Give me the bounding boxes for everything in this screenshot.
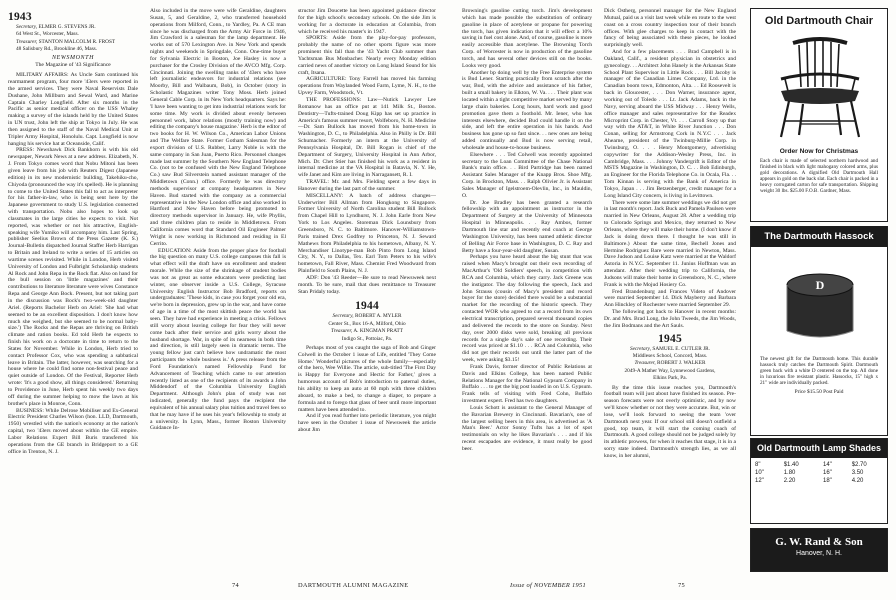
officer-line: Secretary, SAMUEL E. CUTLER JR.	[629, 345, 711, 352]
officer-line: Elkins Park, Pa.	[653, 375, 687, 382]
chair-illustration	[751, 29, 888, 141]
class-officers	[604, 346, 736, 382]
ad-hassock-price: Price $15.50 Post Paid	[794, 389, 844, 396]
article-paragraph: Perhaps you have heard about the big stunt that was raised when Macy's brought out their own recording of MacArthur's 'Old Soldiers' speech, in competition with RCA and Columbia, which they carry. Jack Greene was the instigator. The day following the speech, Jack and John Strauss (cousin of Macy's president and record buyer for the store) decided there would be a substantial market for the recording of the historic speech. They contacted WOR who agreed to cut a record from its own electrical transcription, prepared several thousand copies and delivered the records to the store on Sunday. Next day, over 2000 disks were sold, breaking all previous records for a single day's sale of one recording. Their record was priced at $1.10 . . . RCA and Columbia, who did not get their records out until the latter part of the week, were asking $3.15!	[462, 254, 592, 364]
class-officers	[298, 313, 436, 342]
officer-line: Secretary, ROBERT A. MYLER	[332, 313, 402, 320]
article-paragraph: Another bp doing well by the Free Enterprise system is Bud Lener. Starting practically from scratch after the war, Bud, with the advice and assistance of his father, built a small bakery in Elkton, W. Va. . . . Their plant was located within a tight competitive market served by many large chain bakeries. Long hours, hard work and good promotion gave them a foothold. Mr. Iener, who has interests elsewhere, decided Bud could handle it on the side, and left the entire operation in his hands. And business has gone up so fast since. . . new ones are being added continually and Bud is now serving retail, wholesale and house-to-house business.	[462, 69, 592, 151]
ad-chair-order-heading: Order Now for Christmas	[779, 148, 859, 155]
article-paragraph: structor Jim Doucette has been appointed guidance director for the high school's secondary schools. On the side Jim is working for a doctorate in education at Columbia, from which he received his master's in 1947.	[298, 8, 436, 35]
article-paragraph: SPORTS: Aside from the play-for-pay professors, probably the name of no other sports figure was more prominent this fall than the '43 Yacht Club summer than Yachtsman Bus Monbacher. Nearly every Monday edition carried news of another victory on Long Island Sound for his craft, Itsana.	[298, 35, 436, 76]
officer-line: Treasurer, STANTON MALCOLM R. FROST	[16, 38, 116, 45]
sponsor-location: Hanover, N. H.	[796, 550, 842, 557]
ad-dartmouth-hassock	[750, 226, 888, 436]
hassock-illustration	[751, 247, 888, 351]
magazine-title-footer: DARTMOUTH ALUMNI MAGAZINE	[298, 582, 409, 589]
ad-hassock-title: The Dartmouth Hassock	[751, 226, 887, 247]
page-number: 74	[232, 582, 239, 589]
right-col-2	[604, 8, 736, 576]
ad-lamp-shades	[750, 438, 888, 524]
ad-chair-description: Each chair is made of selected northern hardwood and finished in black with light mahogany colored arms, plus gold decorations. A dignified Old Dartmouth Hall appears in gold on the back slat. Each chair is packed in a heavy corrugated carton for safe transportation. Shipping weight 30 lbs. $25.00 F.O.B. Gardner, Mass.	[760, 158, 878, 195]
issue-footer: Issue of NOVEMBER 1951	[510, 582, 586, 589]
class-year-heading: 1943	[8, 11, 32, 23]
officer-line: Treasurer, ROBERT J. WALKER	[634, 360, 706, 367]
right-col-1	[462, 8, 592, 576]
officer-line: Treasurer, A. KINGMAN PRATT	[331, 328, 403, 335]
article-paragraph: TRAVEL: Mr. and Mrs. Fielding spent a few days in Hanover during the last part of the summer.	[298, 179, 436, 192]
article-paragraph: Browning's gasoline cutting torch. Jim's development which has made possible the substitution of ordinary gasoline in place of acetylene or propane for powering the torch, has given indication that it will effect a 10% saving in fuel cost alone. And, of course, gasoline is more easily accessible than acetylene. The Browning Torch Corp. of Worcester is now in production of the gasoline torch, and has several other devices still on the books. Looks very good.	[462, 8, 592, 69]
article-paragraph: Also included in the move were wife Geraldine, daughters Susan, 5, and Geraldine, 2, who transferred household operations from Milford, Conn., to Yardley, Pa. A CE man since he was discharged from the Army Air Force in 1946, Jim Crawford is a salesman for the lamp department. He works out of 570 Lexington Ave. in New York and spends nights and weekends in Springdale, Conn. One-time buyer for Sylvania Electric in Boston, Joe Hasley is now a purchaser for the Crosley Division of the AVCO Mfg. Corp. Cincinnati. Joining the swelling ranks of '43ers who have left journalistic endeavors for industrial relations (see Moorby, Bill and Walbaum, Bob), in October (story in Scholastic Magazines writer Tony Moss. Herb joined General Cable Corp. in its New York headquarters. Says he: 'I have been wanting to get into industrial relations work for some time. My work is divided about evenly between personnel work, labor relations (mostly training now) and editing the company's house magazine.' Herb is the editor of two books for H. W. Wilson Co., American Labor Unions and The Welfare State. Former Gotham Salesman for the export division of U.S. Rubber, Larry Noble is with the same company in San Juan, Puerto Rico. Personnel changes made last summer by the Southern New England Telephone Co. (not to be confused with the New England Telephone Co.) saw Bud Silverstein named assistant manager of the Middletown (Conn.) office. Formerly he was directory methods supervisor at company headquarters in New Haven. Bud started with the company as a commercial representative in the New London office and also worked in Hartford and New Haven before being promoted to directory methods supervisor in January. He, wife Phyllis, and three children plan to reside in Middletown. From California comes word that Standard Oil Engineer Palmer Wright is now working in Richmond and residing in El Cerrito.	[150, 8, 286, 247]
left-col-3	[298, 8, 436, 576]
article-paragraph: MISCELLANY: A batch of address changes—Underwriter Bill Allman from Hongkong to Singapore. Former University of North Carolina student Bill Bullock from Chapel Hill to Lyndhurst, N. J. John Earle from New York to Los Angeles. Storeman Dick Lounsbury from Greensboro, N. C. to Baltimore. Hanover-Williamstown-Paris trained Drex Godfrey to Princeton, N. J. Seward Mathews from Philadelphia to his hometown, Albany, N. Y. Merchandiser Linotype-man Bob Pinto from Long Island City, N. Y., to Dallas, Tex. Earl Tom Peters to his wife's hometown, Fall River, Mass. Chemist Fred Woodward from Plainfield to South Plains, N. J.	[298, 192, 436, 275]
ad-dartmouth-chair	[750, 8, 888, 222]
left-col-2	[150, 8, 286, 576]
ad-rand-and-son	[750, 528, 888, 572]
article-paragraph: MILITARY AFFAIRS: As Uncle Sam continued his rearmament program, four more '43ers were reported in the armed services. They were Naval Reservists Dale Dushane, John Millburn and Sewal Ward, and Marine Captain Charley Longfield. After six months in the Pacific as senior medical officer on the USS Whaley making a survey of the islands held by the United States in UN trust, John left the ship at Tokyo in July. He was then assigned to the staff of the Naval Medical Unit at Tripler Army Hospital, Honolulu. Capt. Longfield is now hanging his service hat at Oceanside, Calif.	[8, 72, 138, 147]
newsmonth-heading: NEWSMONTH	[51, 55, 95, 62]
table-row: 10" 1.80 16" 3.50	[755, 469, 864, 476]
article-paragraph: Perhaps most of you caught the saga of Bob and Ginger Colwell in the October 1 issue of Life, entitled 'They Come Home.' Wonderful pictures of the whole family—especially of the hero, Wee Willie. The article, sub-titled 'The First Day is Happy for Everyone and Hectic for Father,' gives a humorous account of Bob's introduction to paternal duties, his ability to keep an auto at 60 mph with three children aboard, to make a bed, to change a diaper, to prepare a formula and to forego that glass of beer until more important matters have been attended to.	[298, 344, 436, 413]
article-paragraph: Dr. Joe Bradley has been granted a research fellowship with an appointment as instructor in the Department of Surgery at the University of Minnesota Hospital in Minneapolis. . . Ray Ambos, former Dartmouth line star and recently end coach at George Washington University, has been named athletic director of Belling Air Force base in Washington, D. C. Ray and Betty have a four-year-old daughter, Susan.	[462, 199, 592, 254]
ad-chair-title: Old Dartmouth Chair	[764, 15, 874, 27]
class-year-heading: 1944	[355, 300, 379, 313]
officer-line: 64 West St., Worcester, Mass.	[16, 31, 79, 38]
officer-line: Indigo St., Pottoiac, Pa.	[341, 335, 393, 342]
ad-lamp-title: Old Dartmouth Lamp Shades	[751, 439, 887, 458]
article-paragraph: The following got back to Hanover in recent months: Dr. and Mrs. Brad Long, the John Tweeds, the Jim Woods, the Jim Bodmans and the Art Sauls.	[604, 309, 736, 329]
left-col-1	[8, 8, 138, 576]
officer-line: 2049-A Mather Way, Lynnewood Gardens,	[624, 367, 716, 374]
lamp-price-table	[751, 461, 887, 485]
class-officers	[8, 24, 138, 53]
article-paragraph: Fred Brandenburg and Frances Videto of Andover were married September 14. Dick Mayberry and Barbara Ann Hinckley of Rochester were married September 29.	[604, 288, 736, 309]
table-row: 8" $1.40 14" $2.70	[755, 461, 867, 468]
article-paragraph: AGRICULTURE: Tony Farrell has moved his farming operations from Waylanded Wood Farm, Lyme, N. H., to the Upvey Farm, Woodstock, Vt.	[298, 76, 436, 97]
article-paragraph: Dick Ostherg, personnel manager for the New England Mutual, paid us a visit last week while en route to the west coast on a cross country inspection tour of their branch offices. With glee charges to keep in contact with the fancy of being associated with these pieces, he looked surprisingly well.	[604, 8, 736, 49]
article-paragraph: BUSINESS: While Delrose Mobiliser and Ex-General Electric President Charles Wilson (hon. LLD, Dartmouth, 1950) wrestled with the nation's economy at the nation's capital, two '43ers moved about within the GE empire. Labor Relations Expert Bill Buris transferred his operations from the GE branch in Bridgeport to a GE office in Trenton, N. J.	[8, 407, 138, 455]
article-paragraph: PRESS: Newshawk Dick Bankhorn is with his old newspaper, Newark News at a new address. Elizabeth, N. J. From Tokyo comes word that Nobu Mitoni has been given leave from his job with Reuters Digest (Japanese edition) in its new modernistic building, Takehiku-cho, Chiyoda (pronounced the way it's spelled). He is planning to come to the United States this fall to act as interpreter for his father-in-law, who is being sent here by the Japanese government to study U.S. legislation connected with transportation. Nobu also hopes to look up classmates in the large cities he expects to visit. Not reported, was whether or not his attractive, English-speaking wife Yumiko will accompany him. Last Spring, publisher Seelius Brown of the Press Gazette (K. S.) Journal-Bulletin dispatched Journal Staffer Herb Harrigan to Britain and Ireland to write a series of 15 articles on wartime scenes revisited. While in London, Herb visited University of London and Fulbright Scholarship students Al Rock and John Repa in the Rock flat. Also on hand for the bull session on 'little magazines' and their contributions to literature literature were wives Constance Repa and George Ann Bock. Present, but not taking part in the discussion was Bock's two-week-old daughter Ariel. (Reports Bachelor Herb on Ariel: 'She had what seemed to be an excellent disposition. I don't know how much she weighed, but she seemed to be normal baby-size.') The Rocks and the Repas are thriving on British climate and ration books. Ed told Herb he expects to finish his work on a doctorate in time to return to the States for November. While in London, Herb tried to contact Professor Cox, who was spending a sabbatical leave in Britain. The latter, however, was searching for a house where he could find some non-festival peace and quiet outside of London. Of the Festival, Reporter Herb wrote: 'It's a good show, all things considered.' Returning to Providence in June, Herb spent his weekly two days off during the summer helping to mow the lawn at his brother's place in Monroe, Conn.	[8, 147, 138, 407]
officer-line: Secretary, ELMER G. STEVENS JR.	[16, 23, 96, 30]
class-year-heading: 1945	[658, 332, 682, 345]
ad-hassock-description: The newest gift for the Dartmouth home. This durable hassock truly catches the Dartmouth Spirit. Dartmouth green back with a white D centered on the top. All done in luxurious fire resistant plastic. Hassocks, 15" high x 21" wide are individually packed.	[760, 356, 878, 387]
article-paragraph: There were some late summer weddings we did not get in last month's report. Jack Buck and Pamela Paulsen were married in New Orleans, August 28. After a wedding trip to Colorado Springs and Mexico, they returned to New Orleans, where they will make their home. (I don't know if Jack is doing down there. I thought he was still in Baltimore.) About the same time, Bechell Jones and Hermine Rodriguez Bare were married in Newton, Mass. Dave Judson and Louise Katz were married at the Waldorf Astoria in N.Y.C. September 11. Junius Hoffman was an attendant. After their wedding trip to California, the Judsons will make their home in Greensboro, N. C., where Frank is with the Mojud Hosiery Co.	[604, 199, 736, 288]
svg-text:D: D	[815, 278, 825, 292]
officer-line: Middlesex School, Concord, Mass.	[632, 352, 708, 359]
sponsor-name: G. W. Rand & Son	[775, 536, 863, 548]
article-paragraph: EDUCATION: Aside from the proper place for football the big question on many U.S. college campuses this fall is what effect will the draft have on enrollment and student morale. While the size of the shrinkage of student bodies was not as great as some educators were predicting last winter, one observer inside a U.S. College, Syracuse University English Instructor Bob Bradford, reports on undergraduates: 'These kids, in case you forget your old era, we're born in depression, grew up in the war, and have come of age in a time of the most skittish peace the world has seen. They have had experience in meeting a crisis. Fellows still worry about leaving college for fear they will never come back after their service and girls worry about the husband shortage. War, in spite of its nearness in both time and direction, is still largely seen in dramatic terms. The young fellow just can't believe how undramatic the most participants the whole business is.' A press release from the Ford Foundation's named Fellowship Fund for Advancement of Teaching which came to our attention recently listed as one of the recipients of its awards a John Middendorf of the Columbia University English Department. Although John's plan of study was not indicated, generally the fund pays the recipient the equivalent of his annual salary plus tuition and travel fees so that he may have if he uses his year's fellowship to study at a university. In Lynn, Mass., former Boston University Guidance In-	[150, 247, 286, 432]
newsmonth-subtitle: The Magazine of '43 Significance	[35, 62, 111, 69]
right-page	[448, 0, 896, 600]
article-paragraph: Louis Schott is assistant to the General Manager of the Bavarian Brewery in Cincinnati. Bavarian's, one of the largest selling beers in this area, is advertised as 'A Man's Beer.' Actor Sonny Tufts has a lot of spot testimonials on why he likes Bavarian's . . . and if his recent escapades are evidence, it must really be good beer.	[462, 404, 592, 452]
officer-line: Center St., Box 16-A, Milford, Ohio	[328, 320, 406, 327]
article-paragraph: THE PROFESSIONS: Law—Nutick Lawyer Lee Romanow has an office put at 141 Milk St., Boston. Dentistry—Tufts-trained Doug Kipp has set up practice in America's famous summer resort, Wolfeboro, N. H. Medicine—Dr. Sam Bullock has moved from his home-town in Washington, D. C., to Philadelphia. Also in Philly is Dr. Bill Schumacher. Formerly an intern at the University of Pennsylvania Hospital, Dr. Bill Rogan is chief of the Department of Surgery, University Hospital in Ann Arbor, Mich. Dr. Chet Stier has finished his work as a resident in internal medicine at the VA Hospital in Batavia, N. Y. He, wife Janet and Kim are living in Narragansett, R. I.	[298, 96, 436, 179]
article-paragraph: Frank Davis, former director of Public Relations at Davis and Elkins College, has been named Public Relations Manager for the National Gypsum Company in Buffalo . . . to get the big post loaded in on U.S. Gypsum. Frank tells of visiting with Fred Cohn, Buffalo investment expert. Fred has two daughters.	[462, 363, 592, 405]
article-paragraph: ADF: Don '43 Reeder—Be sure to read Newsweek next month. To be sure, mail that dues remittance to Treasurer Stan Pridaly today.	[298, 274, 436, 295]
article-paragraph: Elsewhere . . . Ted Colwell was recently appointed secretary to the Loan Committee of the Chase National Bank's main office. . . Bird Partridge has been named Assistant Sales Manager of the Knapp Bros. Shoe Mfg. Corp. in Brockton, Mass. . . Ralph Olivier Jr. is Assistant Sales Manager of Igelstroem-Olevlin, Inc., in Mauldin, O.	[462, 151, 592, 199]
page-number: 75	[678, 582, 685, 589]
article-paragraph: And if you read further into periodic literature, you might have seen in the October 1 issue of Newsweek the article about Jim	[298, 413, 436, 434]
officer-line: 48 Salisbury Rd., Brookline 46, Mass.	[16, 46, 98, 53]
article-paragraph: And for a few placements . . . Brad Campbell is in Oakland, Calif., a resident physician in obstetrics and gynecology. . . Architect John Hanely is the Arkansas State School Plant Supervisor in Little Rock . . . Bill Jacoby is manager of the Canadian Limes Company, Ltd. in the Canadian boom town, Edmonton, Alta. . . Ed Roosevelt is back in Gloucester, . . . Don Warner, insurance agent, working out of Toledo . . . Lt. Jack Adams, back in the Navy, serving aboard the USS Midway . . . Henry Wells, office manager and sales representative for the Readex Microprint Corp. in Chester, Vt. . . . Carroll Story up that way with the AT&T, in White River Junction . . . Don Conan, selling for Armstrong Cork in N.Y.C . . . Jack Ahearne, president of the Twinburg-Millie Corp. in Twinsburg, O. . . . Henry Montgomery, advertising copywriter for the Addison-Wesley Press, Inc. in Cambridge, Mass. . . . Johnny Vandergrift is Editor of the MSTS Magazine in Washington, D. C. . . Bob Edinburgh, an Engineer for the Florida Telephone Co. in Ocala, Fla. . . Tom Kinnan is serving with the Bank of America in Tokyo, Japan . . . Jim Betzenberger, credit manager for a Long Island City concern, is living in Levittown.	[604, 49, 736, 199]
table-row: 12" 2.20 18" 4.20	[755, 477, 864, 484]
article-paragraph: By the time this issue reaches you, Dartmouth's football team will just about have finished its season. Pre-season forecasts were not overly optimistic, and by now we'll know whether or not they were accurate. But, win or lose, we'll look forward to seeing the team 'over Dartmouth next year. If our school still doesn't outfield a good, top team, it will start the coming coach of Dartmouth. A good college should not be judged solely by its athletic prowess, for when it reaches that stage, it is in a sorry state indeed. Dartmouth's strength lies, as we all know, in her alumni,	[604, 384, 736, 459]
